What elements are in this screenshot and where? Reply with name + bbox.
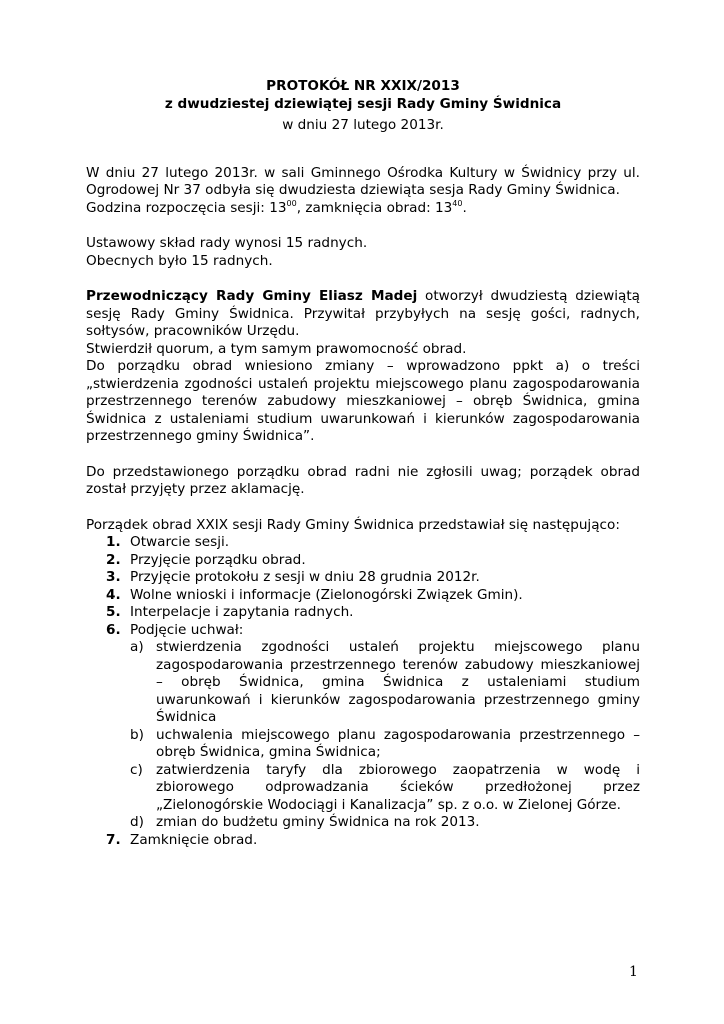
chairman-name: Przewodniczący Rady Gminy Eliasz Madej (86, 288, 418, 304)
resolution-item: d) zmian do budżetu gminy Świdnica na rok 2013. (130, 814, 480, 830)
agenda-item: 2. Przyjęcie porządku obrad. (106, 551, 306, 568)
agenda-item: 4. Wolne wnioski i informacje (Zielonogórski Związek Gmin). (106, 586, 523, 603)
agenda-list (86, 534, 640, 849)
agenda-item: 1. Otwarcie sesji. (106, 534, 230, 550)
document-subtitle: z dwudziestej dziewiątej sesji Rady Gminy Świdnica (164, 95, 562, 112)
opening-paragraph: Przewodniczący Rady Gminy Eliasz Madej otworzył dwudziestą dziewiątą sesję Rady Gminy Świdnica. Przywitał przybyłych na sesję gości, radnych, sołtysów, pracowników Urzędu. (86, 288, 640, 339)
resolutions-sublist (130, 639, 640, 832)
attendance-present: Obecnych było 15 radnych. (86, 252, 273, 269)
intro-paragraph: W dniu 27 lutego 2013r. w sali Gminnego Ośrodka Kultury w Świdnicy przy ul. Ogrodowej Nr 37 odbyła się dwudziesta dziewiąta sesja Rady Gminy Świdnica. (86, 164, 640, 198)
agenda-item: 6. Podjęcie uchwał: a) stwierdzenia zgodności ustaleń projektu miejscowego planu zagospodarowania przestrzennego terenów zabudowy mieszkaniowej – obręb Świdnica, gmina Świdnica z ustaleniami studium uwarunkowań i kierunków zagospodarowania przestrzennego gminy Świdnica b) uchwalenia miejscowego planu zagospodarowania przestrzennego – obręb Świdnica, gmina Świdnica; c) zatwierdzenia taryfy dla zbiorowego zaopatrzenia w wodę i zbiorowego odprowadzania ścieków przedłożonej przez „Zielonogórskie Wodociągi i Kanalizacja” sp. z o.o. w Zielonej Górze. d) zmian do budżetu gminy Świdnica na rok 2013. (106, 621, 640, 830)
session-hours: Godzina rozpoczęcia sesji: $13^{00}$, zamknięcia obrad: $13^{40}$. (86, 198, 467, 216)
agenda-item: 3. Przyjęcie protokołu z sesji w dniu 28 grudnia 2012r. (106, 569, 480, 585)
session-date: w dniu 27 lutego 2013r. (282, 117, 444, 133)
agenda-changes-paragraph: Do porządku obrad wniesiono zmiany – wprowadzono ppkt a) o treści „stwierdzenia zgodności ustaleń projektu miejscowego planu zagospodarowania przestrzennego terenów zabudowy mieszkaniowej – obręb Świdnica, gmina Świdnica z ustaleniami studium uwarunkowań i kierunków zagospodarowania przestrzennego gminy Świdnica”. (86, 358, 640, 444)
agenda-intro: Porządek obrad XXIX sesji Rady Gminy Świdnica przedstawiał się następująco: (86, 516, 620, 533)
document-title: PROTOKÓŁ NR XXIX/2013 (266, 78, 460, 94)
resolution-item: c) zatwierdzenia taryfy dla zbiorowego zaopatrzenia w wodę i zbiorowego odprowadzania ścieków przedłożonej przez „Zielonogórskie Wodociągi i Kanalizacja” sp. z o.o. w Zielonej Górze. (130, 761, 640, 813)
resolution-item: b) uchwalenia miejscowego planu zagospodarowania przestrzennego – obręb Świdnica, gmina Świdnica; (130, 726, 640, 760)
attendance-statutory: Ustawowy skład rady wynosi 15 radnych. (86, 235, 368, 251)
resolution-item: a) stwierdzenia zgodności ustaleń projektu miejscowego planu zagospodarowania przestrzennego terenów zabudowy mieszkaniowej – obręb Świdnica, gmina Świdnica z ustaleniami studium uwarunkowań i kierunków zagospodarowania przestrzennego gminy Świdnica (130, 639, 640, 725)
agenda-item: 7. Zamknięcie obrad. (106, 831, 258, 848)
page-number: 1 (629, 964, 638, 980)
quorum-statement: Stwierdził quorum, a tym samym prawomocność obrad. (86, 340, 467, 357)
agenda-acceptance: Do przedstawionego porządku obrad radni nie zgłosili uwag; porządek obrad został przyjęty przez aklamację. (86, 463, 640, 497)
agenda-item: 5. Interpelacje i zapytania radnych. (106, 604, 354, 620)
document-page (86, 78, 640, 849)
